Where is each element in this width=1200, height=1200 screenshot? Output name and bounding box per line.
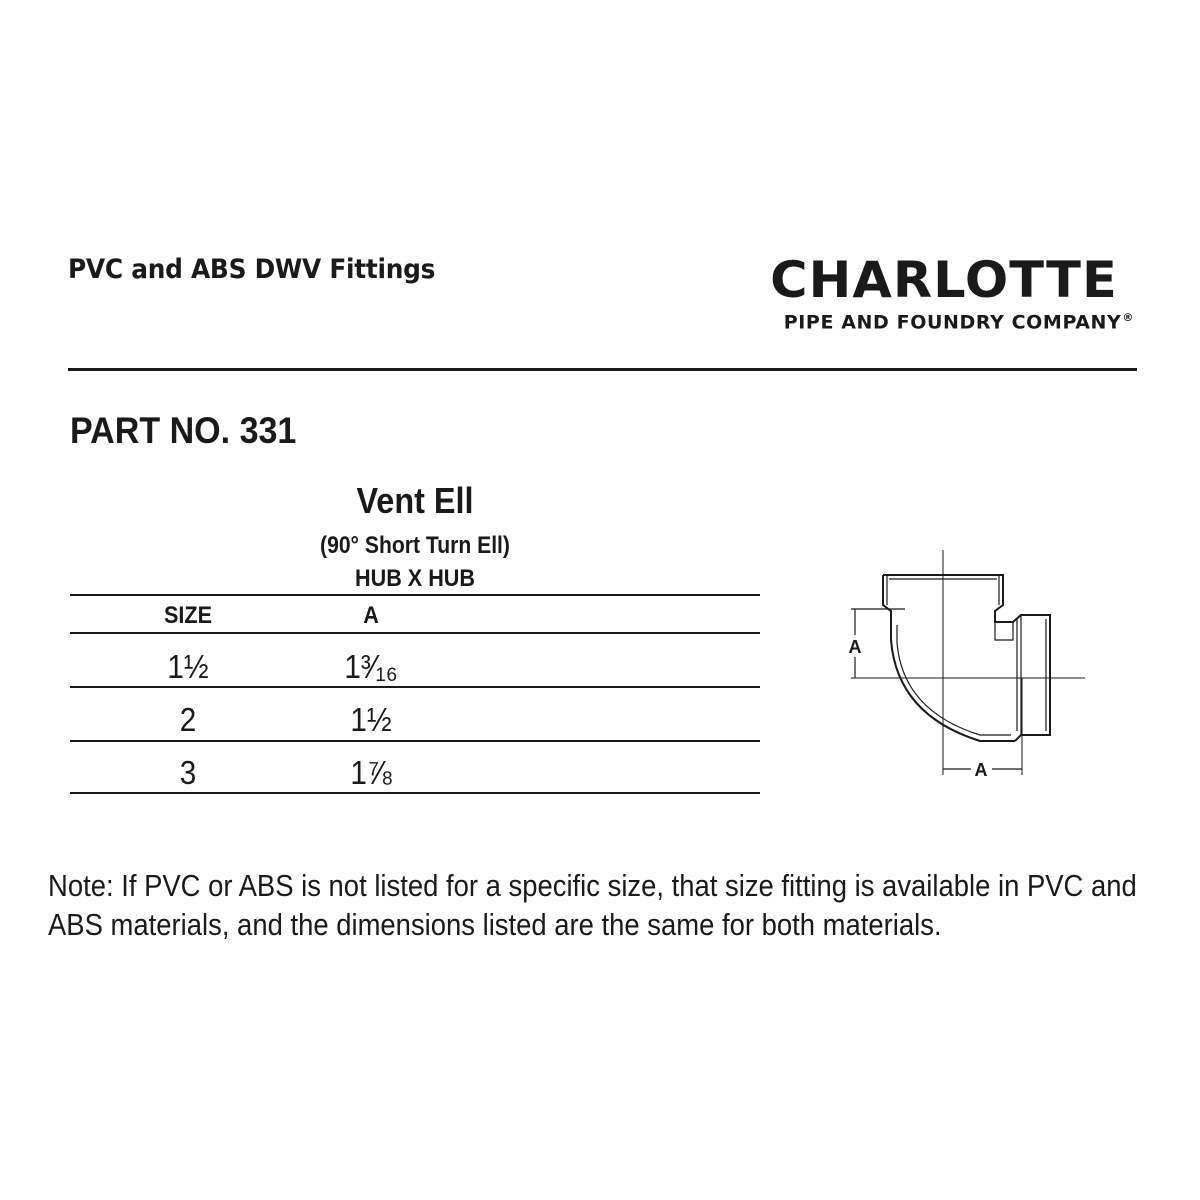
cell-size: 3 (179, 754, 197, 791)
cell-a: 1⅞ (350, 754, 392, 791)
column-header-a: A (363, 602, 379, 629)
table-rule (70, 792, 760, 794)
cell-a: 1³⁄₁₆ (344, 648, 398, 685)
registered-mark: ® (1122, 311, 1134, 324)
cell-size: 1½ (167, 648, 209, 685)
dimension-label-a-horizontal: A (974, 760, 988, 780)
dimension-lines (848, 609, 1022, 769)
brand-tagline (784, 311, 1134, 333)
brand-tagline-text: PIPE AND FOUNDRY COMPANY (783, 311, 1122, 334)
fitting-outline (883, 575, 1050, 741)
cell-a: 1½ (350, 701, 392, 738)
materials-note: Note: If PVC or ABS is not listed for a specific size, that size fitting is available in PVC and ABS materials, and the dimensions listed are the same for both materials. (48, 868, 1137, 942)
product-connection: HUB X HUB (354, 565, 476, 592)
vent-ell-diagram (845, 545, 1090, 785)
cell-size: 2 (179, 701, 197, 738)
header-divider (68, 368, 1137, 371)
table-rule (70, 686, 760, 688)
table-rule (70, 632, 760, 634)
product-name: Vent Ell (356, 480, 474, 521)
dimension-label-a-vertical: A (848, 637, 862, 657)
brand-logo-name: CHARLOTTE (770, 251, 1118, 309)
table-rule (70, 594, 760, 596)
column-header-size: SIZE (163, 602, 213, 629)
part-number: PART NO. 331 (70, 410, 297, 451)
table-rule (70, 740, 760, 742)
header-title: PVC and ABS DWV Fittings (68, 254, 436, 285)
product-subtitle: (90° Short Turn Ell) (320, 532, 510, 559)
